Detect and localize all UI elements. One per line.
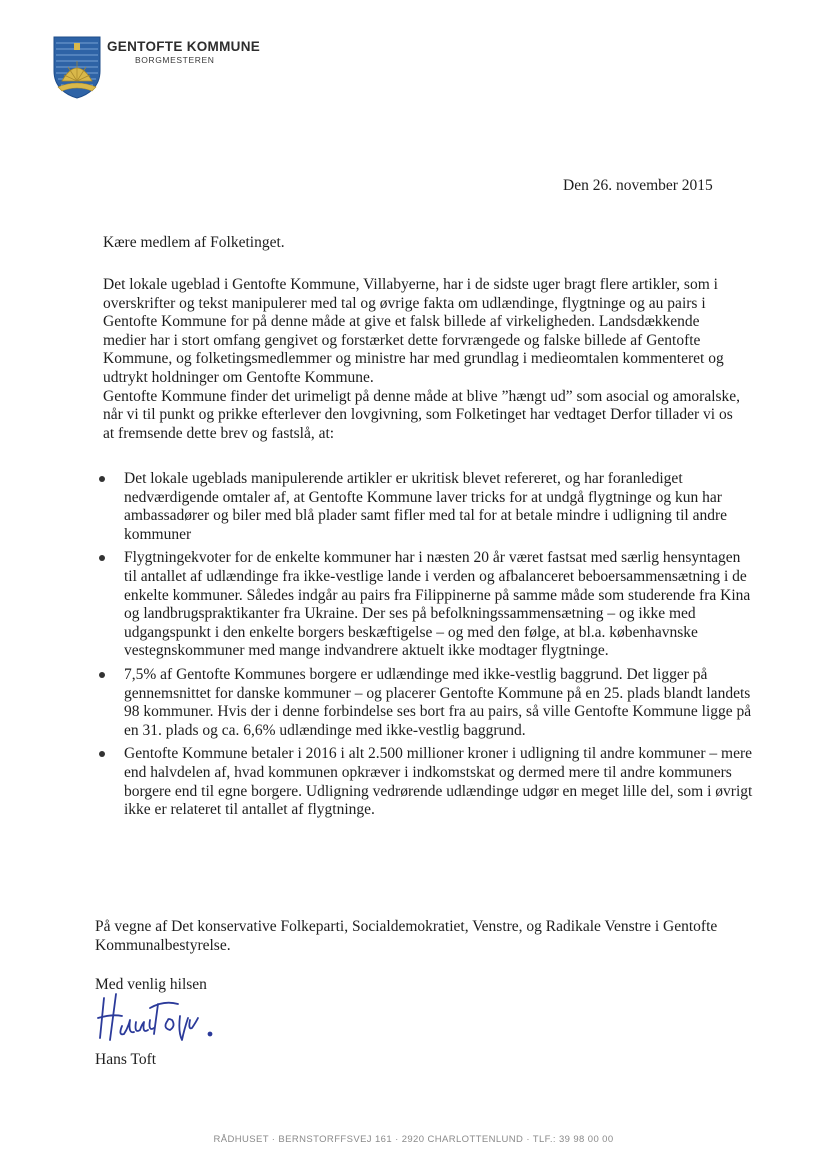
department-name: BORGMESTEREN: [135, 55, 215, 65]
municipal-crest-icon: [52, 35, 102, 99]
statement-list: [95, 470, 755, 825]
bullet-icon: [99, 476, 105, 482]
organization-name: GENTOFTE KOMMUNE: [107, 39, 261, 54]
letterhead: [52, 35, 312, 101]
signature-icon: [92, 990, 242, 1050]
list-item-text: Flygtningekvoter for de enkelte kommuner har i næsten 20 år været fastsat med særlig hensyntagen til antallet af udlændinge fra ikke-vestlige lande i verden og afbalanceret beboersammensætning i de enkelte kommuner. Således indgår au pairs fra Filippinerne på samme måde som studerende fra Kina og landbrugspraktikanter fra Ukraine. Der ses på befolkningssammensætning – og ikke med udgangspunkt i den enkelte borgers beskæftigelse – og med den følge, at bl.a. københavnske vestegnskommuner med mange indvandrere aktuelt ikke modtager flygtninge.: [124, 549, 751, 660]
closing-paragraph: På vegne af Det konservative Folkeparti, Socialdemokratiet, Venstre, og Radikale Venstre i Gentofte Kommunalbestyrelse.: [95, 918, 718, 954]
bullet-icon: [99, 751, 105, 757]
list-item-text: 7,5% af Gentofte Kommunes borgere er udlændinge med ikke-vestlig baggrund. Det ligger på gennemsnittet for danske kommuner – og placerer Gentofte Kommune på en 25. plads blandt landets 98 kommuner. Hvis der i denne forbindelse ses bort fra au pairs, så ville Gentofte Kommune ligge på en 31. plads og ca. 6,6% udlændinge med ikke-vestlig baggrund.: [124, 665, 752, 739]
footer-address: RÅDHUSET · BERNSTORFFSVEJ 161 · 2920 CHARLOTTENLUND · TLF.: 39 98 00 00: [213, 1134, 614, 1145]
signer-name: Hans Toft: [95, 1051, 157, 1068]
list-item: [95, 470, 755, 544]
list-item: [95, 549, 755, 661]
intro-text-continued: Gentofte Kommune finder det urimeligt på denne måde at blive ”hængt ud” som asocial og amoralske, når vi til punkt og prikke efterlever den lovgivning, som Folketinget har vedtaget Derfor tillader vi os at fremsende dette brev og fastslå, at:: [103, 387, 741, 442]
letter-date: Den 26. november 2015: [563, 177, 713, 194]
list-item-text: Det lokale ugeblads manipulerende artikler er ukritisk blevet refereret, og har foranlediget nedværdigende omtaler af, at Gentofte Kommune laver tricks for at undgå flygtninge og kun har ambassadører og biler med blå plader samt fifler med tal for at betale mindre i udligning til andre kommuner: [124, 470, 728, 543]
intro-text: Det lokale ugeblad i Gentofte Kommune, Villabyerne, har i de sidste uger bragt flere artikler, som i overskrifter og tekst manipulerer med tal og øvrige fakta om udlændinge, flygtninge og au pairs i Gentofte Kommune for på denne måde at give et falsk billede af virkeligheden. Landsdækkende medier har i stort omfang gengivet og forstærket dette forvrængede og falske billede af Gentofte Kommune, og folketingsmedlemmer og ministre har med grundlag i medieomtalen kommenteret og udtrykt holdninger om Gentofte Kommune.: [103, 276, 724, 386]
bullet-icon: [99, 672, 105, 678]
list-item: [95, 666, 755, 740]
intro-paragraph: [103, 276, 743, 443]
bullet-icon: [99, 555, 105, 561]
list-item: [95, 745, 755, 819]
salutation: Kære medlem af Folketinget.: [103, 234, 285, 251]
regards: Med venlig hilsen: [95, 976, 207, 993]
list-item-text: Gentofte Kommune betaler i 2016 i alt 2.500 millioner kroner i udligning til andre kommuner – mere end halvdelen af, hvad kommunen opkræver i indkomstskat og dermed mere til andre kommuners borgere end til egne borgere. Udligning vedrørende udlændinge udgør en meget lille del, som i øvrigt ikke er relateret til antallet af flygtninge.: [124, 745, 753, 819]
